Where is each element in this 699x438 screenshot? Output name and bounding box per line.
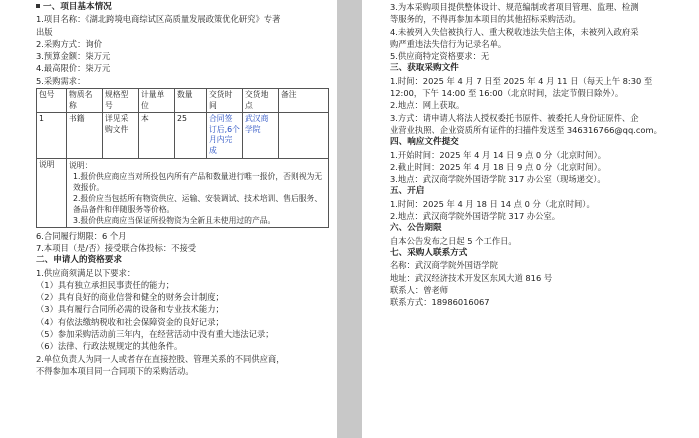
text-line: [36, 365, 333, 377]
text-line: [36, 340, 333, 352]
section-heading: [390, 136, 695, 148]
line-text: 出版: [36, 26, 53, 37]
table-cell: 书籍: [67, 113, 103, 158]
table-cell: 详见采购文件: [103, 113, 139, 158]
section-heading: [390, 247, 695, 259]
text-line: [390, 149, 695, 161]
line-text: 三、获取采购文件: [390, 63, 459, 74]
table-cell: 合同签订后,6个月内完成: [207, 113, 243, 158]
line-text: 3.预算金额：柒万元: [36, 51, 111, 62]
text-line: [390, 259, 695, 271]
line-text: 12:00，下午 14:00 至 16:00（北京时间，法定节假日除外）。: [390, 88, 624, 99]
line-text: 五、开启: [390, 186, 425, 197]
section-heading: [390, 222, 695, 234]
text-line: [36, 50, 333, 62]
line-text: 2.截止时间：2025 年 4 月 18 日 9 点 0 分（北京时间）。: [390, 161, 607, 172]
note-item: 2.报价应当包括所有物资供应、运输、安装调试、技术培训、售后服务、备品备件和伴随服务等价格。: [73, 193, 323, 214]
left-bottom-section: [36, 230, 333, 378]
text-line: [36, 279, 333, 291]
section-heading: [390, 185, 695, 197]
text-line: [390, 198, 695, 210]
document-page-right: [362, 0, 699, 438]
line-text: 七、采购人联系方式: [390, 247, 468, 258]
line-text: 二、申请人的资格要求: [36, 255, 122, 266]
table-header-cell: 规格型号: [103, 89, 139, 113]
text-line: [36, 38, 333, 50]
table-header-cell: 物质名称: [67, 89, 103, 113]
note-cell: [67, 158, 329, 227]
table-cell: 25: [175, 113, 207, 158]
text-line: [36, 75, 333, 87]
table-header-cell: 备注: [279, 89, 329, 113]
text-line: [36, 62, 333, 74]
line-text: 6.合同履行期限：6 个月: [36, 230, 127, 241]
text-line: [36, 353, 333, 365]
table-cell: [279, 113, 329, 158]
text-line: [390, 50, 695, 62]
bullet-icon: [36, 4, 40, 8]
line-text: 四、响应文件提交: [390, 137, 459, 148]
line-text: 联系方式：18986016067: [390, 297, 490, 308]
line-text: 一、项目基本情况: [43, 2, 112, 12]
left-top-section: [36, 1, 333, 87]
line-text: 等服务的，不得再参加本项目的其他招标采购活动。: [390, 14, 581, 25]
line-text: 4.未被列入失信被执行人、重大税收违法失信主体，未被列入政府采: [390, 26, 639, 37]
text-line: [390, 296, 695, 308]
line-text: 3.方式：请申请人将法人授权委托书原件、被委托人身份证原件、企: [390, 112, 639, 123]
line-text: 业营业执照、企业资质所有证件的扫描件发送至 346316766@qq.com。: [390, 124, 662, 135]
line-text: （3）具有履行合同所必需的设备和专业技术能力；: [36, 304, 224, 315]
note-item: 1.报价供应商应当对所投包内所有产品和数量进行唯一报价，否则视为无效报价。: [73, 171, 323, 192]
text-line: [390, 87, 695, 99]
text-line: [390, 161, 695, 173]
line-text: 不得参加本项目同一合同项下的采购活动。: [36, 365, 194, 376]
text-line: [390, 124, 695, 136]
text-line: [36, 13, 333, 25]
table-header-cell: 交货时间: [207, 89, 243, 113]
line-text: 2.单位负责人为同一人或者存在直接控股、管理关系的不同供应商，: [36, 353, 285, 364]
text-line: [36, 328, 333, 340]
line-text: 5.供应商特定资格要求：无: [390, 51, 490, 62]
text-line: [36, 267, 333, 279]
table-header-cell: 交货地点: [243, 89, 279, 113]
note-title: 说明：: [69, 160, 93, 170]
line-text: （5）参加采购活动前三年内，在经营活动中没有重大违法记录；: [36, 329, 274, 340]
table-header-cell: 计量单位: [139, 89, 175, 113]
line-text: （4）有依法缴纳税收和社会保障资金的良好记录；: [36, 316, 224, 327]
note-label: 说明: [37, 158, 67, 227]
table-header-row: [37, 89, 329, 113]
text-line: [36, 316, 333, 328]
text-line: [390, 13, 695, 25]
text-line: [36, 26, 333, 38]
line-text: （2）具有良好的商业信誉和健全的财务会计制度；: [36, 292, 224, 303]
right-content: [390, 1, 695, 308]
line-text: 名称：武汉商学院外国语学院: [390, 260, 498, 271]
requirements-table: [36, 88, 329, 228]
text-line: [390, 235, 695, 247]
table-header-cell: 数量: [175, 89, 207, 113]
line-text: 3.地点：武汉商学院外国语学院 317 办公室（现场递交）。: [390, 174, 606, 185]
line-text: 2.地点：网上获取。: [390, 100, 465, 111]
line-text: 六、公告期限: [390, 223, 442, 234]
text-line: [390, 173, 695, 185]
line-text: 1.时间：2025 年 4 月 18 日 14 点 0 分（北京时间）。: [390, 198, 595, 209]
line-text: 1.开始时间：2025 年 4 月 14 日 9 点 0 分（北京时间）。: [390, 149, 607, 160]
text-line: [390, 99, 695, 111]
line-text: 1.时间：2025 年 4 月 7 日至 2025 年 4 月 11 日（每天上午 8:30 至: [390, 75, 653, 86]
note-item: 3.报价供应商应当保证所投物资为全新且未使用过的产品。: [73, 215, 276, 225]
line-text: 购严重违法失信行为记录名单。: [390, 38, 507, 49]
text-line: [36, 242, 333, 254]
text-line: [36, 291, 333, 303]
text-line: [390, 26, 695, 38]
text-line: [390, 1, 695, 13]
line-text: 自本公告发布之日起 5 个工作日。: [390, 235, 517, 246]
text-line: [36, 303, 333, 315]
line-text: （1）具有独立承担民事责任的能力；: [36, 279, 175, 290]
table-cell: 1: [37, 113, 67, 158]
line-text: 联系人：曾老师: [390, 284, 449, 295]
line-text: 1.供应商须满足以下要求：: [36, 267, 136, 278]
text-line: [36, 230, 333, 242]
table-cell: 本: [139, 113, 175, 158]
line-text: 4.最高限价：柒万元: [36, 63, 111, 74]
line-text: 地址：武汉经济技术开发区东风大道 816 号: [390, 272, 553, 283]
line-text: 5.采购需求：: [36, 75, 86, 86]
line-text: 3.为本采购项目提供整体设计、规范编制或者项目管理、监理、检测: [390, 2, 639, 12]
text-line: [390, 112, 695, 124]
table-header-cell: 包号: [37, 89, 67, 113]
section-heading: [390, 62, 695, 74]
table-note-row: [37, 158, 329, 227]
text-line: [390, 38, 695, 50]
text-line: [390, 272, 695, 284]
table-row: [37, 113, 329, 158]
line-text: 1.项目名称：《湖北跨境电商综试区高质量发展政策优化研究》专著: [36, 14, 281, 25]
section-heading: [36, 254, 333, 266]
text-line: [390, 75, 695, 87]
line-text: （6）法律、行政法规规定的其他条件。: [36, 341, 183, 352]
text-line: [390, 284, 695, 296]
table-cell: 武汉商学院: [243, 113, 279, 158]
document-page-left: [0, 0, 337, 438]
section-heading: [36, 1, 333, 13]
line-text: 7.本项目（是/否）接受联合体投标：不接受: [36, 242, 197, 253]
line-text: 2.地点：武汉商学院外国语学院 317 办公室。: [390, 211, 561, 222]
text-line: [390, 210, 695, 222]
line-text: 2.采购方式：询价: [36, 38, 102, 49]
